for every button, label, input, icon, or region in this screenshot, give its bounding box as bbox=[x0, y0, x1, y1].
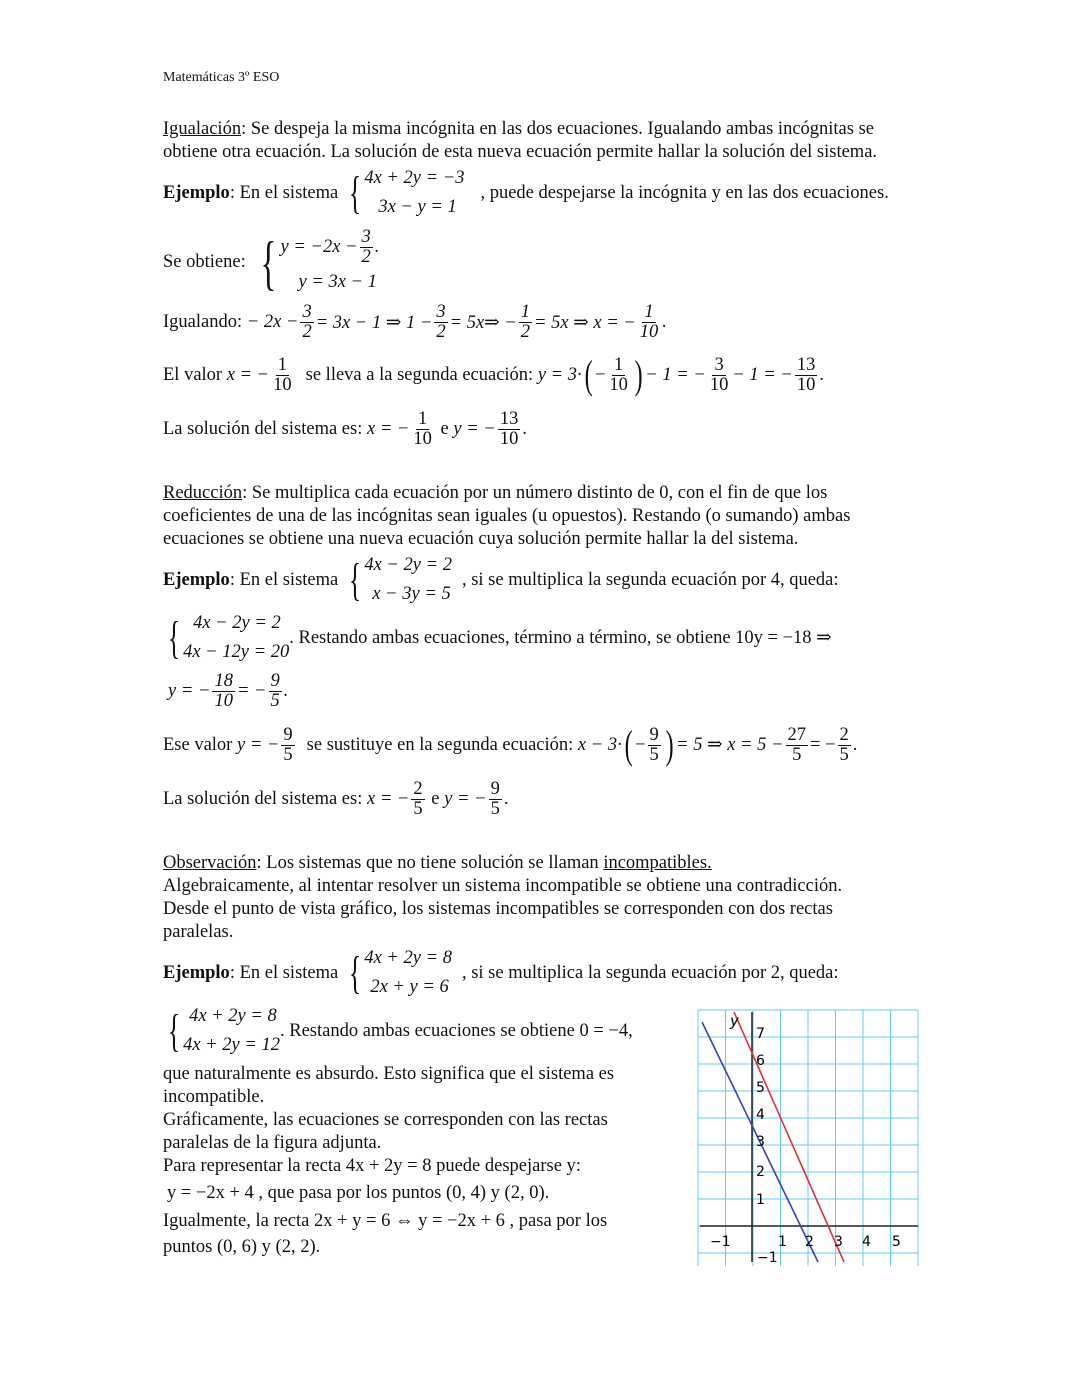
x-tick-2: 2 bbox=[805, 1234, 814, 1250]
reduccion-term: Reducción bbox=[163, 483, 243, 503]
igualando-line: Igualando: − 2x − $\frac{3}{2}$ = 3x − 1 ⇒ 1 − $\frac{3}{2}$ = 5x⇒ − $\frac{1}{2}$ = 5x ⇒ x = − $\frac{1}{10}$ . bbox=[163, 302, 667, 342]
obs-l1: que naturalmente es absurdo. Esto significa que el sistema es bbox=[163, 1064, 615, 1084]
reduccion-solution: La solución del sistema es: x = − $\frac{2}{5}$ e y = − $\frac{9}{5}$ . bbox=[163, 779, 509, 819]
y-tick-2: 2 bbox=[756, 1164, 765, 1180]
y-tick-7: 7 bbox=[756, 1026, 765, 1042]
reduccion-p3: ecuaciones se obtiene una nueva ecuación cuya solución permite hallar la del sistema. bbox=[163, 529, 799, 549]
valor-line: El valor x = − $\frac{1}{10}$ se lleva a la segunda ecuación: y = 3· ( − $\frac{1}{10}$ ) − 1 = − $\frac{3}{10}$ − 1 = − $\frac{13}{10}$ . bbox=[163, 352, 825, 397]
igualacion-obtiene: Se obtiene: { y = −2x − $\frac{3}{2}$ . y = 3x − 1 bbox=[163, 227, 380, 296]
igualacion-term: Igualación bbox=[163, 119, 242, 139]
y-tick-minus1: −1 bbox=[757, 1250, 778, 1266]
observacion-example: Ejemplo : En el sistema { 4x + 2y = 8 2x + y = 6 , si se multiplica la segunda ecuación por 2, queda: bbox=[163, 947, 839, 998]
observacion-p2: Algebraicamente, al intentar resolver un sistema incompatible se obtiene una contradicción. bbox=[163, 876, 843, 896]
y-tick-6: 6 bbox=[756, 1053, 765, 1069]
observacion-system-b: { 4x + 2y = 8 4x + 2y = 12 . Restando ambas ecuaciones se obtiene 0 = −4, bbox=[167, 1005, 633, 1056]
observacion-p3: Desde el punto de vista gráfico, los sistemas incompatibles se corresponden con dos rectas bbox=[163, 899, 833, 919]
obs-l3: Gráficamente, las ecuaciones se corresponden con las rectas bbox=[163, 1110, 608, 1130]
system-1: { 4x + 2y = −3 3x − y = 1 bbox=[349, 167, 465, 218]
reduccion-p2: coeficientes de una de las incógnitas sean iguales (u opuestos). Restando (o sumando) ambas bbox=[163, 506, 851, 526]
y-axis-label: y bbox=[730, 1012, 739, 1030]
x-tick-1: 1 bbox=[778, 1234, 787, 1250]
y-tick-3: 3 bbox=[756, 1134, 765, 1150]
y-tick-5: 5 bbox=[756, 1080, 765, 1096]
igualacion-p2: obtiene otra ecuación. La solución de esta nueva ecuación permite hallar la solución del sistema. bbox=[163, 142, 878, 162]
x-tick-5: 5 bbox=[892, 1234, 901, 1250]
ese-valor-line: Ese valor y = − $\frac{9}{5}$ se sustituye en la segunda ecuación: x − 3· ( − $\frac{9}{5}$ ) = 5 ⇒ x = 5 − $\frac{27}{5}$ = − $\frac{2}{5}$ . bbox=[163, 722, 858, 767]
observacion-p1: Observación: Los sistemas que no tiene solución se llaman incompatibles. bbox=[163, 853, 712, 873]
observacion-p4: paralelas. bbox=[163, 922, 234, 942]
graph-grid bbox=[698, 1010, 918, 1266]
igualacion-p1: Igualación: Se despeja la misma incógnita en las dos ecuaciones. Igualando ambas incógnitas se bbox=[163, 119, 875, 139]
obs-l6: y = −2x + 4 , que pasa por los puntos (0, 4) y (2, 0). bbox=[167, 1183, 550, 1203]
obs-l5: Para representar la recta 4x + 2y = 8 puede despejarse y: bbox=[163, 1156, 581, 1176]
obs-l4: paralelas de la figura adjunta. bbox=[163, 1133, 382, 1153]
reduccion-example: Ejemplo : En el sistema { 4x − 2y = 2 x − 3y = 5 , si se multiplica la segunda ecuación por 4, queda: bbox=[163, 554, 839, 605]
obs-l7: Igualmente, la recta 2x + y = 6 ⇔ y = −2x + 6 , pasa por los bbox=[163, 1211, 608, 1231]
igualacion-solution: La solución del sistema es: x = − $\frac{1}{10}$ e y = − $\frac{13}{10}$ . bbox=[163, 409, 527, 449]
x-tick-3: 3 bbox=[834, 1234, 843, 1250]
reduccion-system-b: { 4x − 2y = 2 4x − 12y = 20 . Restando ambas ecuaciones, término a término, se obtiene 10y = −18 ⇒ bbox=[167, 612, 832, 663]
igualacion-example: Ejemplo : En el sistema { 4x + 2y = −3 3x − y = 1 , puede despejarse la incógnita y en las dos ecuaciones. bbox=[163, 164, 889, 222]
y-tick-4: 4 bbox=[756, 1107, 765, 1123]
page-header: Matemáticas 3º ESO bbox=[163, 70, 280, 85]
obs-l8: puntos (0, 6) y (2, 2). bbox=[163, 1237, 321, 1257]
x-tick-4: 4 bbox=[862, 1234, 871, 1250]
obs-l2: incompatible. bbox=[163, 1087, 265, 1107]
reduccion-y-value: y = − $\frac{18}{10}$ = − $\frac{9}{5}$ . bbox=[168, 671, 289, 711]
reduccion-p1: Reducción: Se multiplica cada ecuación por un número distinto de 0, con el fin de que los bbox=[163, 483, 828, 503]
x-tick-minus1: −1 bbox=[710, 1234, 731, 1250]
line-2x-y-6 bbox=[734, 1012, 844, 1262]
observacion-term: Observación bbox=[163, 853, 257, 873]
parallel-lines-graph bbox=[690, 1000, 925, 1275]
y-tick-1: 1 bbox=[756, 1192, 765, 1208]
